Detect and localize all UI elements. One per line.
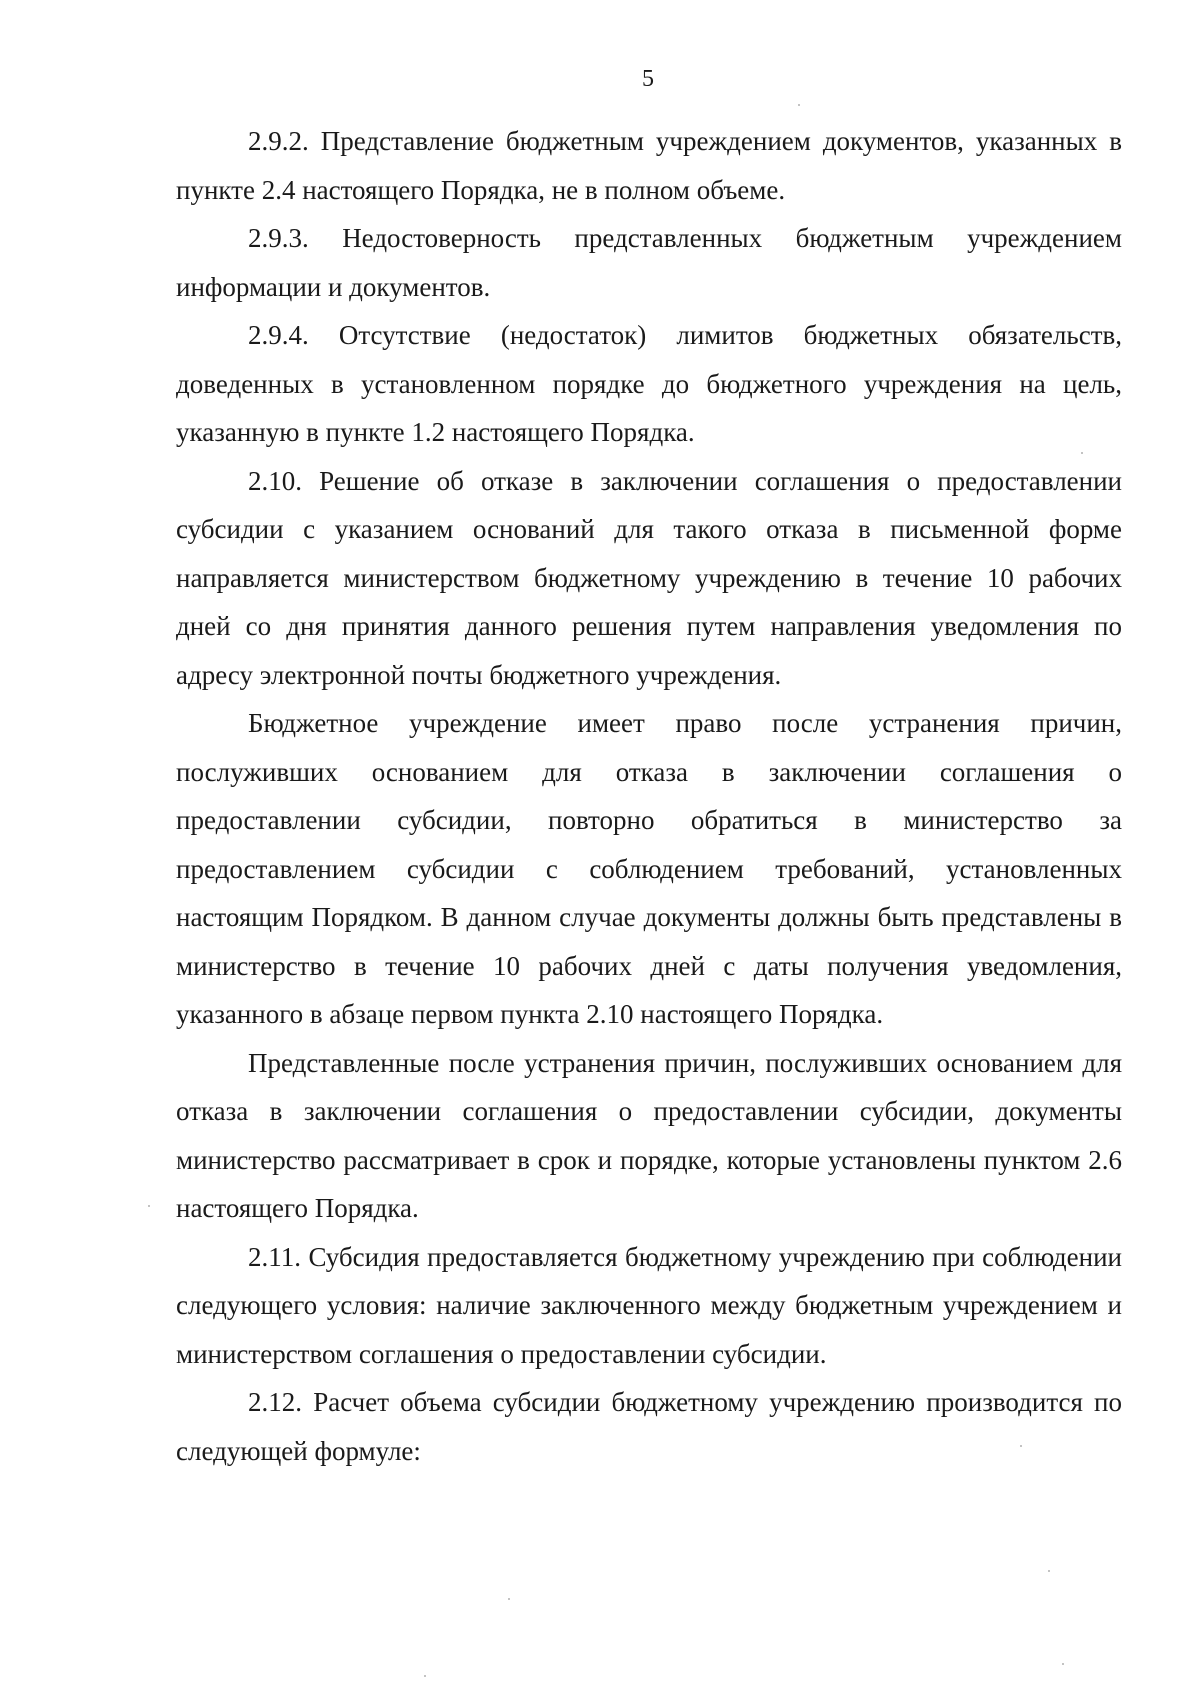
scan-speck (1062, 1663, 1064, 1665)
scan-speck (424, 1675, 426, 1677)
page-number: 5 (642, 66, 654, 92)
scan-speck (148, 1205, 150, 1207)
paragraph-2-11: 2.11. Субсидия предоставляется бюджетному учреждению при соблюдении следующего условия: наличие заключенного между бюджетным учреждением и министерством соглашения о предоставлении субсидии. (176, 1241, 1122, 1369)
paragraph-2-9-2: 2.9.2. Представление бюджетным учреждением документов, указанных в пункте 2.4 настоящего Порядка, не в полном объеме. (176, 126, 1122, 205)
document-body (176, 117, 1122, 1475)
paragraph-2-9-3: 2.9.3. Недостоверность представленных бюджетным учреждением информации и документов. (176, 223, 1122, 302)
paragraph-2-10-resubmission: Бюджетное учреждение имеет право после устранения причин, послуживших основанием для отказа в заключении соглашения о предоставлении субсидии, повторно обратиться в министерство за предоставлением субсидии с соблюдением требований, установленных настоящим Порядком. В данном случае документы должны быть представлены в министерство в течение 10 рабочих дней с даты получения уведомления, указанного в абзаце первом пункта 2.10 настоящего Порядка. (176, 708, 1122, 1029)
paragraph-2-12: 2.12. Расчет объема субсидии бюджетному учреждению производится по следующей формуле: (176, 1387, 1122, 1466)
scan-speck (1048, 1570, 1050, 1572)
scan-speck (1081, 452, 1083, 454)
scan-speck (508, 1598, 510, 1600)
paragraph-2-9-4: 2.9.4. Отсутствие (недостаток) лимитов бюджетных обязательств, доведенных в установленном порядке до бюджетного учреждения на цель, указанную в пункте 1.2 настоящего Порядка. (176, 320, 1122, 447)
scan-speck (1020, 1445, 1022, 1447)
scan-speck (798, 104, 800, 106)
paragraph-2-10: 2.10. Решение об отказе в заключении соглашения о предоставлении субсидии с указанием оснований для такого отказа в письменной форме направляется министерством бюджетному учреждению в течение 10 рабочих дней со дня принятия данного решения путем направления уведомления по адресу электронной почты бюджетного учреждения. (176, 465, 1122, 690)
paragraph-2-10-review: Представленные после устранения причин, послуживших основанием для отказа в заключении соглашения о предоставлении субсидии, документы министерство рассматривает в срок и порядке, которые установлены пунктом 2.6 настоящего Порядка. (176, 1047, 1122, 1223)
